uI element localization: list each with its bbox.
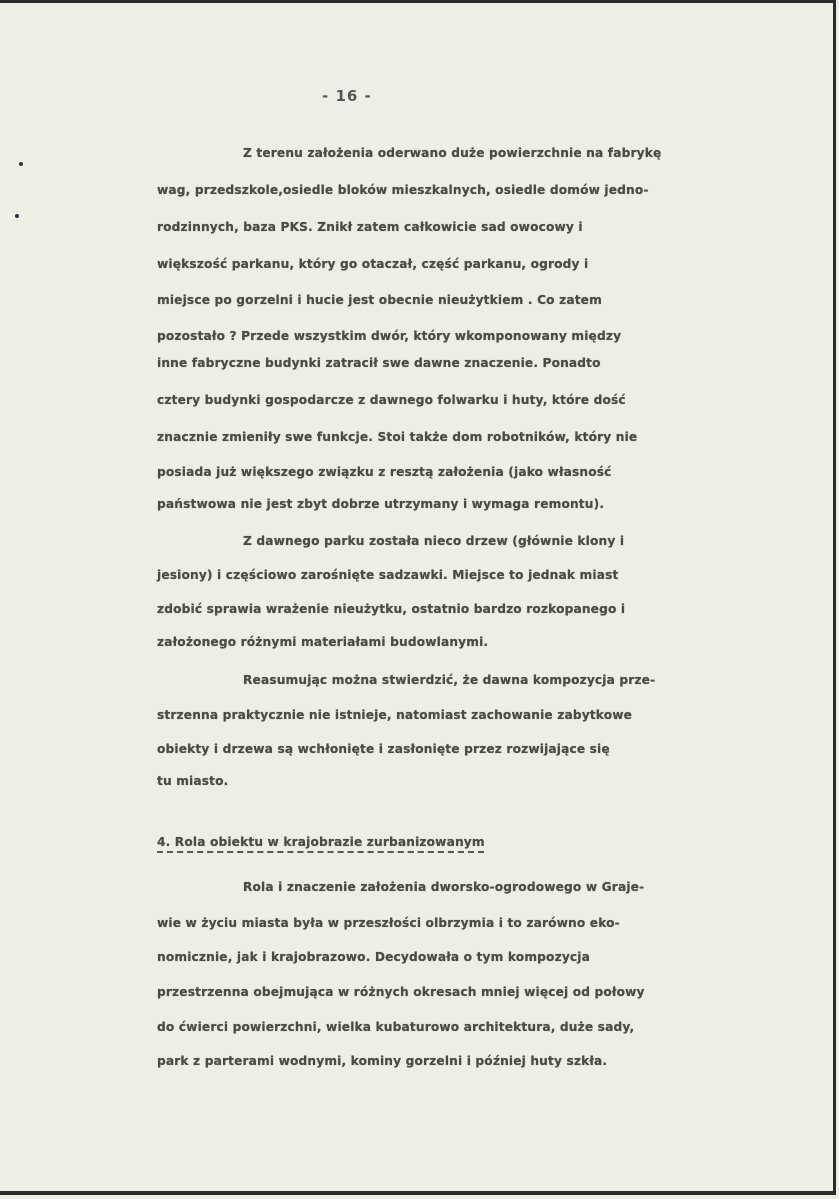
text-line: do ćwierci powierzchni, wielka kubaturowo architektura, duże sady, xyxy=(157,1020,635,1034)
text-line: zdobić sprawia wrażenie nieużytku, ostatnio bardzo rozkopanego i xyxy=(157,602,626,616)
text-line: tu miasto. xyxy=(157,774,229,788)
text-line: pozostało ? Przede wszystkim dwór, który wkomponowany między xyxy=(157,329,622,343)
margin-mark xyxy=(15,214,19,218)
text-line: wag, przedszkole,osiedle bloków mieszkalnych, osiedle domów jedno- xyxy=(157,183,649,197)
margin-mark xyxy=(19,162,23,166)
text-line: inne fabryczne budynki zatracił swe dawne znaczenie. Ponadto xyxy=(157,356,601,370)
text-line: Rola i znaczenie założenia dworsko-ogrodowego w Graje- xyxy=(243,880,645,894)
section-heading: 4. Rola obiektu w krajobrazie zurbanizowanym xyxy=(157,835,485,849)
text-line: rodzinnych, baza PKS. Znikł zatem całkowicie sad owocowy i xyxy=(157,220,583,234)
text-line: obiekty i drzewa są wchłonięte i zasłonięte przez rozwijające się xyxy=(157,742,610,756)
text-line: większość parkanu, który go otaczał, część parkanu, ogrody i xyxy=(157,257,589,271)
text-line: znacznie zmieniły swe funkcje. Stoi także dom robotników, który nie xyxy=(157,430,638,444)
text-line: nomicznie, jak i krajobrazowo. Decydowała o tym kompozycja xyxy=(157,950,590,964)
text-line: posiada już większego związku z resztą założenia (jako własność xyxy=(157,465,612,479)
text-line: park z parterami wodnymi, kominy gorzelni i później huty szkła. xyxy=(157,1054,608,1068)
text-line: strzenna praktycznie nie istnieje, natomiast zachowanie zabytkowe xyxy=(157,708,633,722)
text-line: cztery budynki gospodarcze z dawnego folwarku i huty, które dość xyxy=(157,393,626,407)
text-line: jesiony) i częściowo zarośnięte sadzawki. Miejsce to jednak miast xyxy=(157,568,619,582)
text-line: założonego różnymi materiałami budowlanymi. xyxy=(157,635,489,649)
text-line: Z terenu założenia oderwano duże powierzchnie na fabrykę xyxy=(243,146,662,160)
text-line: miejsce po gorzelni i hucie jest obecnie nieużytkiem . Co zatem xyxy=(157,293,602,307)
text-line: Reasumując można stwierdzić, że dawna kompozycja prze- xyxy=(243,673,656,687)
text-line: Z dawnego parku została nieco drzew (głównie klony i xyxy=(243,534,625,548)
text-line: przestrzenna obejmująca w różnych okresach mniej więcej od połowy xyxy=(157,985,645,999)
text-line: państwowa nie jest zbyt dobrze utrzymany i wymaga remontu). xyxy=(157,497,605,511)
text-line: wie w życiu miasta była w przeszłości olbrzymia i to zarówno eko- xyxy=(157,916,620,930)
page-number: - 16 - xyxy=(322,87,372,105)
